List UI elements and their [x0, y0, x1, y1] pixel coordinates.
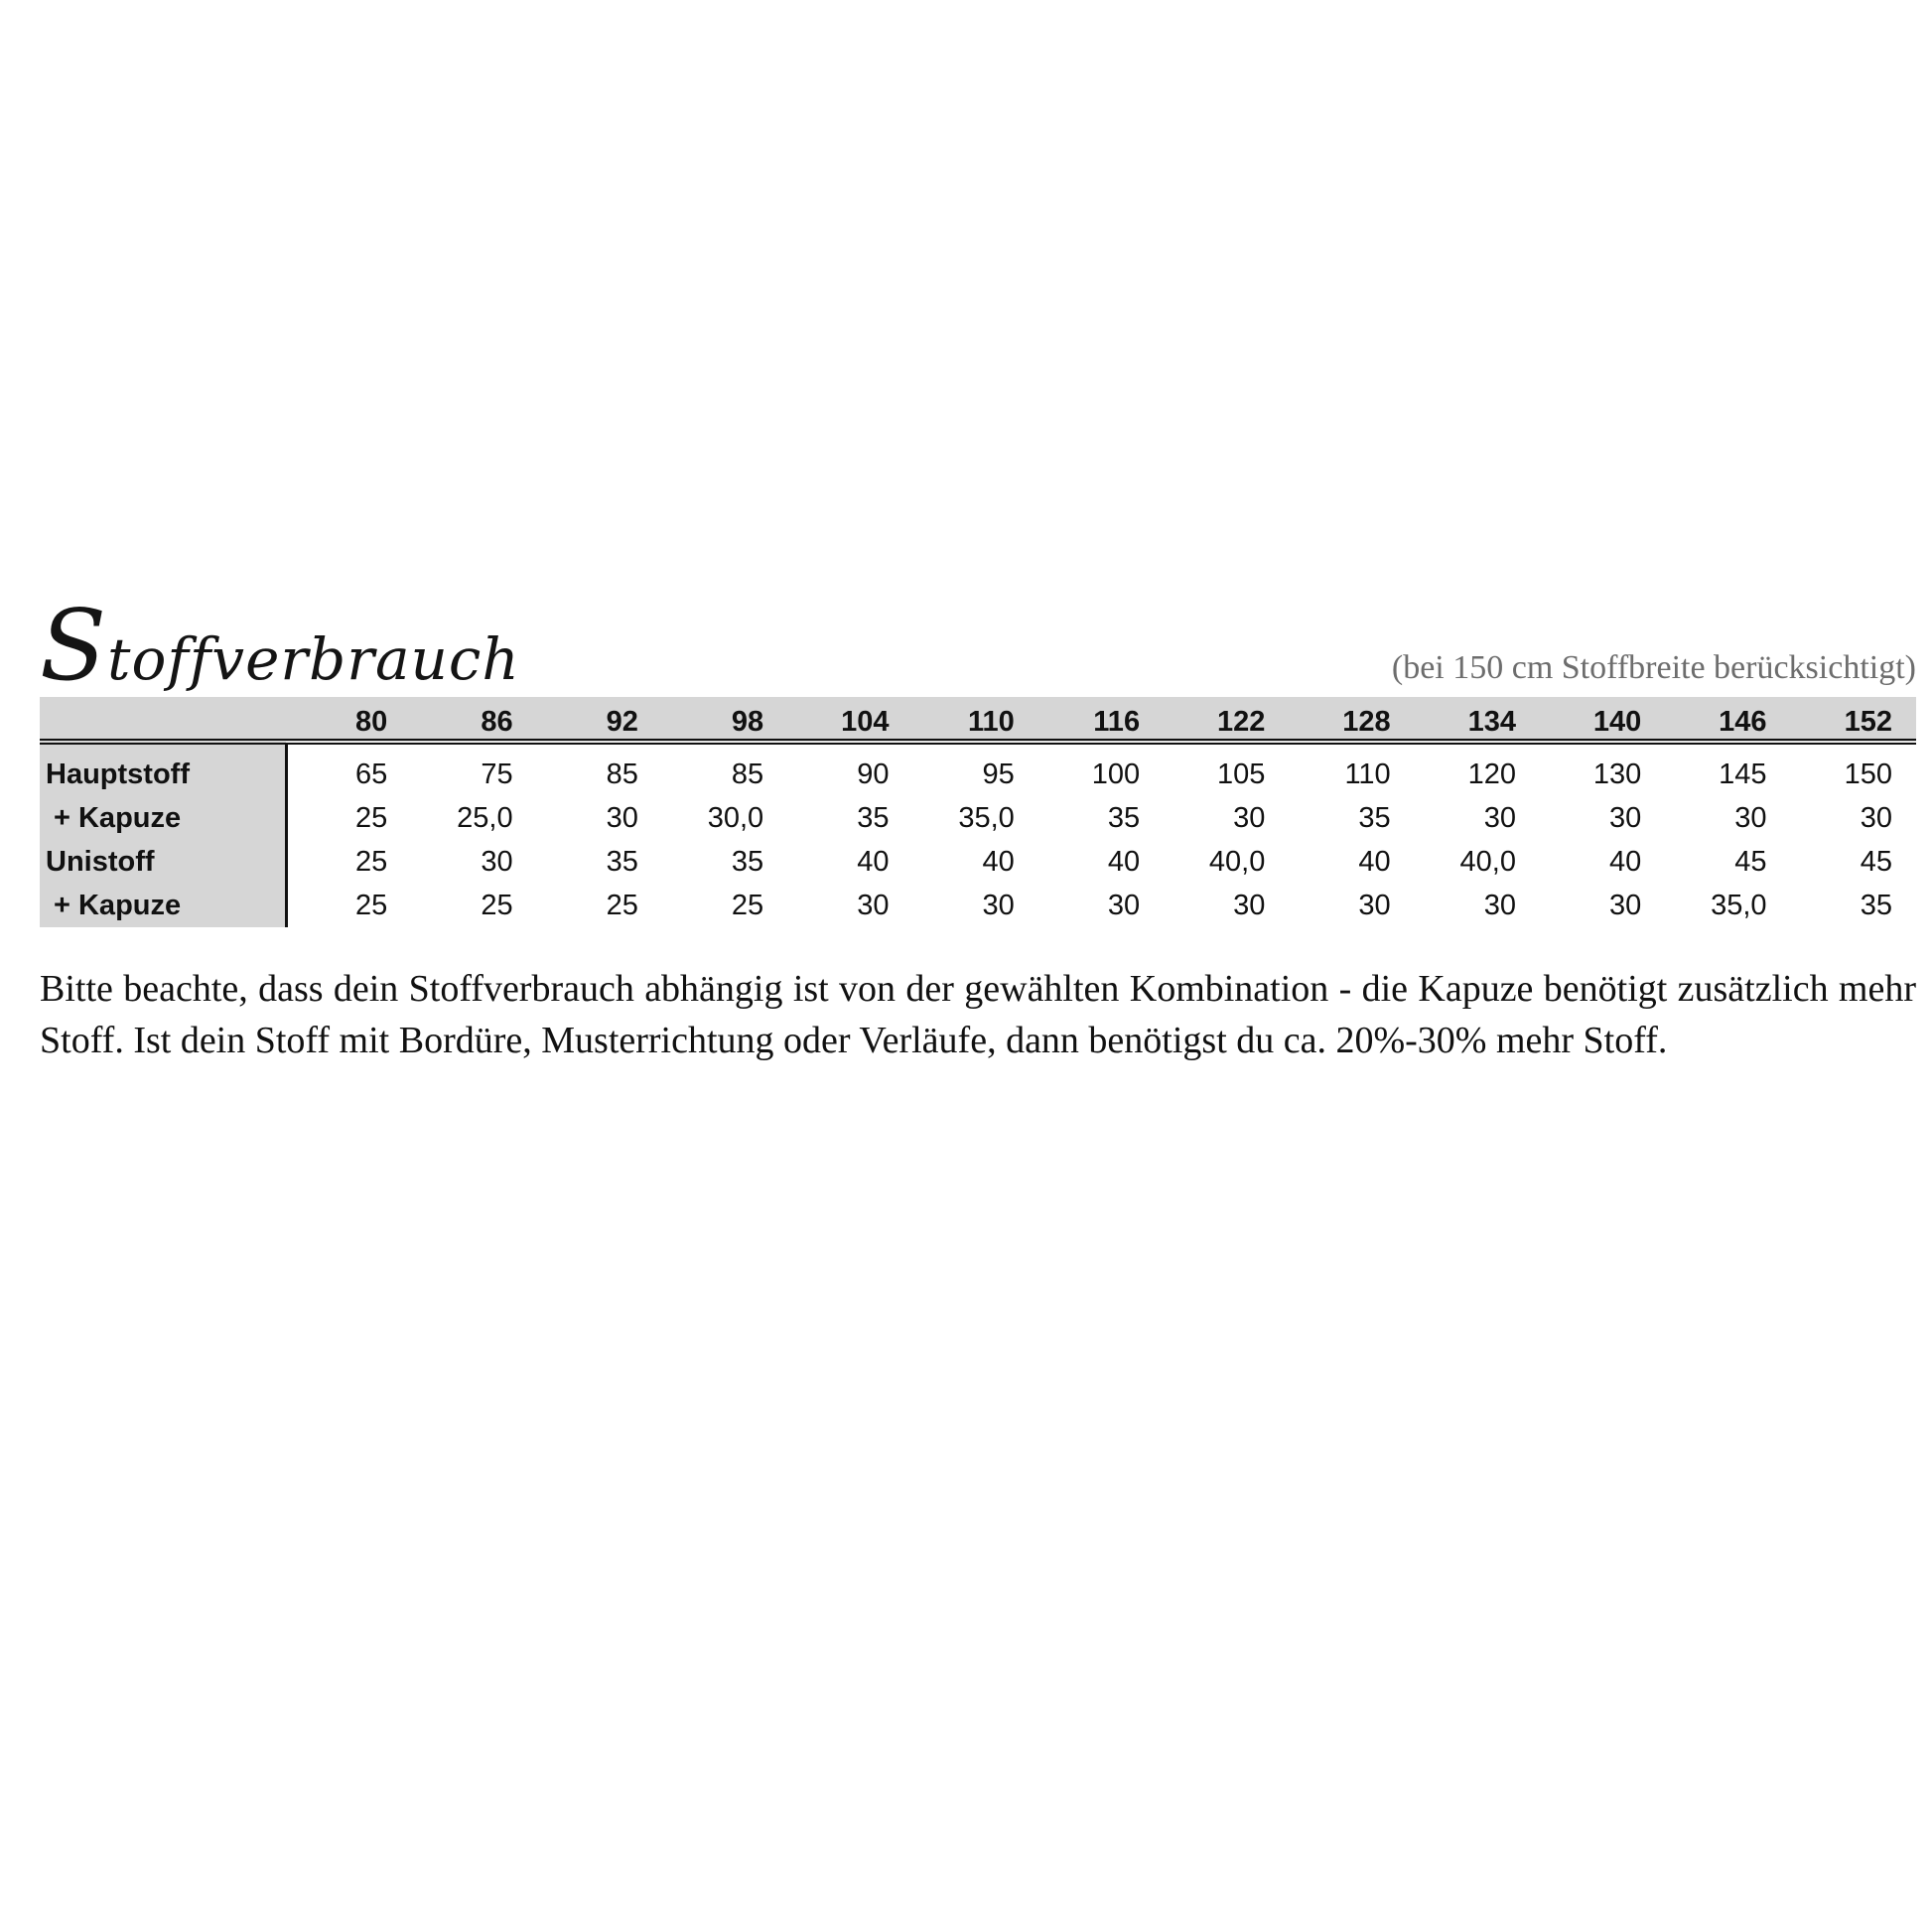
- table-cell: 45: [1860, 845, 1892, 878]
- size-header: 152: [1791, 697, 1916, 742]
- table-cell: 145: [1719, 758, 1767, 790]
- title-row: [40, 592, 1916, 701]
- table-cell: 105: [1216, 758, 1266, 790]
- table-row: [40, 742, 1916, 796]
- table-cell: 25,0: [457, 801, 513, 834]
- size-header: 80: [286, 697, 411, 742]
- table-cell: 40: [1358, 845, 1391, 878]
- table-cell: 25: [731, 889, 764, 921]
- table-cell: 30: [1609, 889, 1642, 921]
- table-cell: 30: [606, 801, 638, 834]
- table-cell: 30: [1860, 801, 1892, 834]
- table-cell: 75: [481, 758, 513, 790]
- size-header: 146: [1665, 697, 1790, 742]
- table-cell: 30: [481, 845, 513, 878]
- page-title: [40, 590, 520, 703]
- table-cell: 25: [355, 845, 388, 878]
- table-cell: 35,0: [958, 801, 1015, 834]
- size-header: 128: [1289, 697, 1414, 742]
- table-cell: 35: [1107, 801, 1141, 834]
- table-cell: 25: [606, 889, 638, 921]
- table-cell: 30: [982, 889, 1015, 921]
- table-cell: 30: [1233, 801, 1266, 834]
- table-cell: 85: [606, 758, 638, 790]
- table-cell: 150: [1844, 758, 1892, 790]
- size-header: 116: [1038, 697, 1164, 742]
- table-cell: 90: [857, 758, 890, 790]
- table-cell: 25: [355, 801, 388, 834]
- table-cell: 40: [982, 845, 1015, 878]
- table-cell: 30: [1609, 801, 1642, 834]
- table-cell: 35: [606, 845, 638, 878]
- row-label: + Kapuze: [40, 884, 286, 927]
- table-cell: 35: [731, 845, 764, 878]
- table-cell: 30: [1483, 801, 1516, 834]
- table-cell: 30: [1233, 889, 1266, 921]
- table-cell: 30: [1107, 889, 1141, 921]
- table-cell: 30: [857, 889, 890, 921]
- table-cell: 95: [982, 758, 1015, 790]
- table-header-row: [40, 697, 1916, 742]
- table-row: [40, 840, 1916, 884]
- size-header: 122: [1164, 697, 1289, 742]
- size-header: 92: [537, 697, 662, 742]
- table-cell: 65: [355, 758, 388, 790]
- size-header: 140: [1540, 697, 1665, 742]
- table-cell: 130: [1592, 758, 1642, 790]
- table-cell: 35,0: [1711, 889, 1767, 921]
- table-cell: 120: [1467, 758, 1516, 790]
- table-cell: 30: [1734, 801, 1767, 834]
- table-cell: 40,0: [1208, 845, 1266, 878]
- table-cell: 40: [857, 845, 890, 878]
- size-header: 104: [787, 697, 912, 742]
- table-cell: 35: [1860, 889, 1892, 921]
- page-title-initial: S: [40, 590, 108, 703]
- table-body: [40, 742, 1916, 927]
- row-label: Hauptstoff: [40, 742, 286, 796]
- size-header: 134: [1415, 697, 1540, 742]
- fabric-hint-paragraph: Bitte beachte, dass dein Stoffverbrauch abhängig ist von der gewählten Kombination - die Kapuze benötigt zusätzlich mehr Stoff. Ist dein Stoff mit Bordüre, Musterrichtung oder Verläufe, dann benötigst du ca. 20%-30% mehr Stoff.: [40, 968, 1916, 1061]
- table-cell: 30: [1358, 889, 1391, 921]
- table-row: [40, 884, 1916, 927]
- table-cell: 25: [355, 889, 388, 921]
- table-cell: 100: [1091, 758, 1141, 790]
- table-cell: 40: [1609, 845, 1642, 878]
- size-header: 98: [662, 697, 787, 742]
- table-cell: 110: [1344, 758, 1391, 790]
- size-header: 86: [411, 697, 536, 742]
- row-label: + Kapuze: [40, 796, 286, 840]
- table-cell: 85: [731, 758, 764, 790]
- table-cell: 35: [857, 801, 890, 834]
- table-cell: 40: [1107, 845, 1141, 878]
- table-cell: 25: [481, 889, 513, 921]
- table-cell: 30,0: [707, 801, 764, 834]
- size-header: 110: [912, 697, 1037, 742]
- table-header-corner: [40, 697, 286, 742]
- page-title-rest: toffverbrauch: [107, 625, 520, 693]
- fabric-consumption-table: [40, 697, 1916, 927]
- fabric-width-note: (bei 150 cm Stoffbreite berücksichtigt): [1391, 649, 1916, 686]
- table-row: [40, 796, 1916, 840]
- table-cell: 40,0: [1459, 845, 1516, 878]
- table-cell: 35: [1358, 801, 1391, 834]
- table-cell: 30: [1483, 889, 1516, 921]
- row-label: Unistoff: [40, 840, 286, 884]
- table-cell: 45: [1734, 845, 1767, 878]
